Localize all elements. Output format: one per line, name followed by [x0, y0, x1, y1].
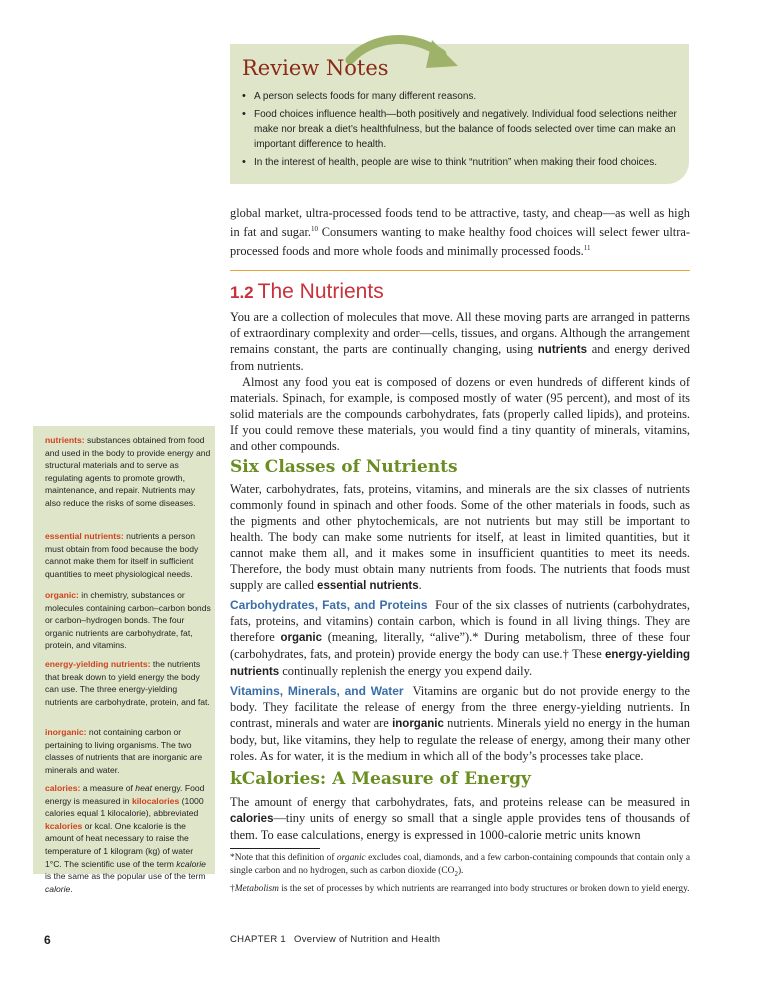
- term-energy-yielding: energy-yielding nutrients: [230, 649, 690, 678]
- glossary-term: kcalories: [45, 820, 83, 831]
- review-note-item: • Food choices influence health—both positively and negatively. Individual food selections neither make nor break a diet’s healthfulness, but the balance of foods selected over time can make an important difference to health.: [254, 107, 694, 152]
- kcalories-heading: kCalories: A Measure of Energy: [230, 769, 531, 789]
- glossary-term: calories:: [45, 783, 81, 793]
- glossary-entry: inorganic: not containing carbon or pertaining to living organisms. The two classes of nutrients that are inorganic are minerals and water.: [45, 727, 203, 775]
- kcalories-paragraph: The amount of energy that carbohydrates, fats, and proteins release can be measured in calories—tiny units of energy so small that a single apple provides tens of thousands of them. To ease calculations, energy is expressed in 1000-calorie metric units known: [230, 795, 690, 842]
- chapter-title: Overview of Nutrition and Health: [294, 934, 441, 945]
- review-note-item: • In the interest of health, people are wise to think “nutrition” when making their food choices.: [254, 155, 694, 170]
- chapter-label: CHAPTER 1: [230, 934, 287, 945]
- review-notes-title: Review Notes: [242, 56, 389, 80]
- glossary-term: inorganic:: [45, 727, 87, 737]
- term-nutrients: nutrients: [537, 344, 587, 356]
- margin-glossary: [33, 426, 215, 894]
- review-note-item: • A person selects foods for many different reasons.: [254, 89, 694, 104]
- footnote: †Metabolism is the set of processes by which nutrients are rearranged into body structures or broken down to yield energy.: [230, 883, 690, 894]
- term-calories: calories: [230, 813, 274, 825]
- section-number: 1.2: [230, 283, 254, 302]
- glossary-entry: essential nutrients: nutrients a person must obtain from food because the body cannot make them for itself in sufficient quantities to meet physiological needs.: [45, 531, 199, 579]
- term-organic: organic: [280, 632, 322, 644]
- glossary-entry-calories: calories: a measure of heat energy. Food energy is measured in kilocalories (1000 calories equal 1 kilocalorie), abbreviated kcalories or kcal. One kcalorie is the amount of heat necessary to raise the temperature of 1 kilogram (kg) of water 1°C. The scientific use of the term kcalorie is the same as the popular use of the term calorie.: [45, 783, 206, 894]
- footnotes: [230, 852, 690, 898]
- intro-paragraph: You are a collection of molecules that move. All these moving parts are arranged in patterns of extraordinary complexity and order—cells, tissues, and organs. Although the arrangement remains constant, the parts are continually changing, using nutrients and energy derived from nutrients.: [230, 310, 691, 373]
- footnote: *Note that this definition of organic excludes coal, diamonds, and a few carbon-containing compounds that contain only a single carbon and no hydrogen, such as carbon dioxide $(CO_2)$.: [230, 853, 690, 878]
- glossary-entry: organic: in chemistry, substances or molecules containing carbon–carbon bonds or carbon–hydrogen bonds. The four organic nutrients are carbohydrate, fat, protein, and vitamins.: [45, 590, 211, 651]
- section-title: The Nutrients: [257, 280, 384, 303]
- endnote-ref: 10: [311, 225, 319, 233]
- section-intro: [230, 309, 690, 454]
- term-inorganic: inorganic: [392, 718, 444, 730]
- intro-paragraph: Almost any food you eat is composed of dozens or even hundreds of different kinds of materials. Spinach, for example, is composed mostly of water (95 percent), and most of its solid materials are the compounds carbohydrates, fats (properly called lipids), and proteins. If you could remove these materials, you would find a tiny quantity of minerals, vitamins, and other compounds.: [230, 375, 690, 453]
- glossary-entry: energy-yielding nutrients: the nutrients that break down to yield energy the body can use. The three energy-yielding nutrients are carbohydrate, protein, and fat.: [45, 659, 210, 707]
- page-number: 6: [44, 933, 51, 947]
- glossary-term: kilocalories: [131, 795, 180, 806]
- glossary-term: essential nutrients:: [45, 531, 124, 541]
- footnote-rule: [230, 848, 320, 849]
- six-classes-heading: Six Classes of Nutrients: [230, 457, 458, 477]
- glossary-term: energy-yielding nutrients:: [45, 659, 151, 669]
- section-divider: [230, 270, 690, 271]
- glossary-term: nutrients:: [45, 435, 85, 445]
- term-essential-nutrients: essential nutrients: [317, 580, 419, 592]
- glossary-entry: nutrients: substances obtained from food and used in the body to provide energy and structural materials and to serve as regulating agents to promote growth, maintenance, and repair. Nutrients may also reduce the risks of some diseases.: [45, 435, 211, 508]
- carbs-run-head: Carbohydrates, Fats, and Proteins: [230, 598, 428, 612]
- review-notes-list: [240, 89, 694, 173]
- carbs-paragraph: Carbohydrates, Fats, and Proteins Four of the six classes of nutrients (carbohydrates, fats, proteins, and vitamins) contain carbon, which is found in all living things. They are therefore organic (meaning, literally, “alive”).* During metabolism, three of these four (carbohydrates, fats, and protein) provide energy the body can use.† These energy-yielding nutrients continually replenish the energy you expend daily.: [230, 598, 691, 678]
- vitamins-run-head: Vitamins, Minerals, and Water: [230, 684, 404, 698]
- glossary-term: organic:: [45, 590, 79, 600]
- review-notes-box: [230, 44, 689, 184]
- section-heading: [230, 280, 384, 304]
- endnote-ref: 11: [583, 244, 591, 253]
- vitamins-paragraph: Vitamins, Minerals, and Water Vitamins are organic but do not provide energy to the body. They facilitate the release of energy from the three energy-yielding nutrients. In contrast, minerals and water are inorganic nutrients. Minerals yield no energy in the human body, but, like vitamins, they help to regulate the release of energy, among their many other roles. As for water, it is the medium in which all of the body’s processes take place.: [230, 684, 690, 763]
- six-classes-paragraph: Water, carbohydrates, fats, proteins, vitamins, and minerals are the six classes of nutrients commonly found in spinach and other foods. Some of the other materials in foods, such as the pigments and other phytochemicals, are not nutrients but may still be important to health. The body can make some nutrients for itself, at least in limited quantities, but it cannot make them all, and it makes some in insufficient quantities to meet its needs. Therefore, the body must obtain many nutrients from foods. The nutrients that foods must supply are called essential nutrients.: [230, 482, 690, 592]
- running-footer: [230, 934, 440, 945]
- carryover-paragraph: global market, ultra-processed foods tend to be attractive, tasty, and cheap—as well as high in fat and sugar.$^{10}$ Consumers wanting to make healthy food choices will select fewer ultra-processed foods and more whole foods and minimally processed foods.$^{11}$: [230, 206, 690, 259]
